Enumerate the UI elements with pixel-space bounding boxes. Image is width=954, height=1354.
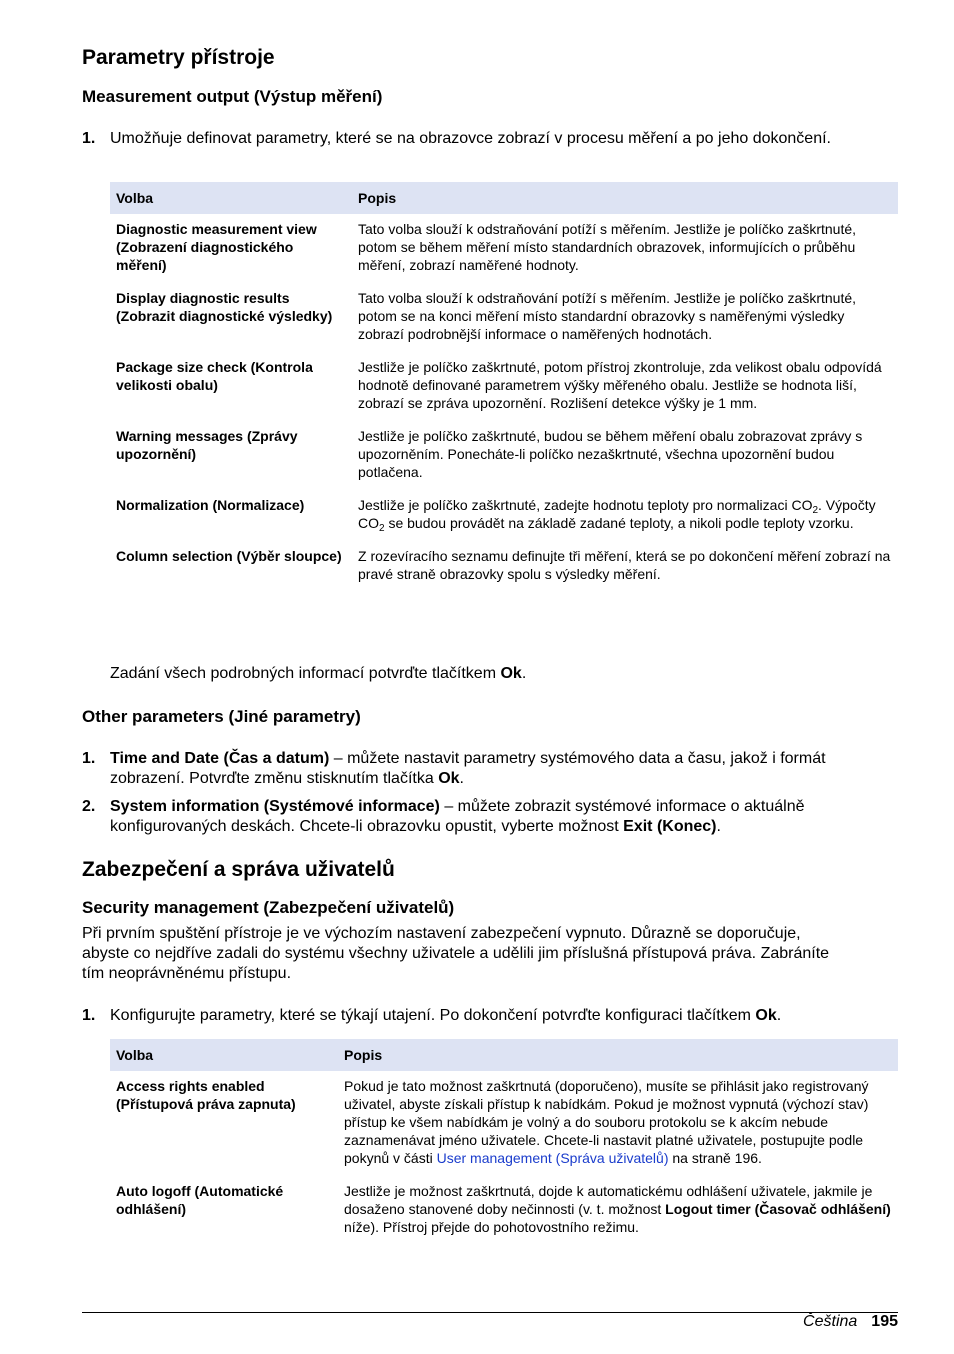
text-part: Konfigurujte parametry, které se týkají utajení. Po dokončení potvrďte konfiguraci tlačítkem <box>110 1007 756 1024</box>
table-row <box>110 541 898 592</box>
option-description: Z rozevíracího seznamu definujte tři měření, která se po dokončení měření zobrazí na pravé straně obrazovky spolu s výsledky měření. <box>358 548 891 582</box>
option-description: Jestliže je políčko zaškrtnuté, budou se během měření obalu zobrazovat zprávy s upozorněním. Ponecháte-li políčko nezaškrtnuté, všechna upozornění budou potlačena. <box>358 428 863 480</box>
column-header-option: Volba <box>110 1039 338 1071</box>
page-footer <box>803 1312 898 1332</box>
table-row <box>110 283 898 352</box>
section-title-security: Zabezpečení a správa uživatelů <box>82 858 395 881</box>
column-header-option: Volba <box>110 182 352 214</box>
table-row <box>110 1071 898 1176</box>
security-options-table <box>110 1039 898 1245</box>
page-number: 195 <box>871 1313 898 1330</box>
step-text: Umožňuje definovat parametry, které se na obrazovce zobrazí v procesu měření a po jeho dokončení. <box>110 130 831 147</box>
desc-part: Jestliže je možnost zaškrtnutá, dojde k automatickému odhlášení uživatele, jakmile je dosaženo stanovené doby nečinnosti (v. t. možnost <box>344 1183 873 1217</box>
ok-label: Ok <box>500 665 522 682</box>
step-number: 1. <box>82 750 96 767</box>
desc-part: na straně 196. <box>668 1150 762 1166</box>
footer-language: Čeština <box>803 1313 858 1330</box>
step-number: 1. <box>82 1007 96 1024</box>
text-part: . <box>521 665 527 682</box>
desc-part: . Výpočty CO <box>358 497 876 531</box>
desc-part: se budou provádět na základě zadané teploty, a nikoli podle teploty vzorku. <box>384 515 854 531</box>
desc-part: níže). Přístroj přejde do pohotovostního režimu. <box>344 1219 639 1235</box>
subscript: 2 <box>379 523 385 534</box>
item-title: System information (Systémové informace) <box>110 798 440 815</box>
table-row <box>110 352 898 421</box>
table-row <box>110 421 898 490</box>
desc-part: Jestliže je políčko zaškrtnuté, zadejte hodnotu teploty pro normalizaci CO <box>358 497 813 513</box>
text-part: – můžete nastavit parametry systémového data a času, jakož i formát zobrazení. Potvrďte změnu stisknutím tlačítka <box>110 750 826 787</box>
intro-paragraph: Při prvním spuštění přístroje je ve výchozím nastavení zabezpečení vypnuto. Důrazně se doporučuje, abyste co nejdříve zadali do systému všechny uživatele a udělili jim příslušná přístupová práva. Zabráníte tím neoprávněnému přístupu. <box>82 925 830 982</box>
option-description <box>352 490 898 541</box>
step-number: 2. <box>82 798 96 815</box>
table-row <box>110 1176 898 1245</box>
text-part: . <box>776 1007 782 1024</box>
step-text <box>110 797 900 837</box>
column-header-description: Popis <box>352 182 898 214</box>
step-text <box>110 1006 900 1026</box>
subsection-title-security-management: Security management (Zabezpečení uživatelů) <box>82 898 455 917</box>
table-row <box>110 214 898 283</box>
ok-label: Ok <box>755 1007 777 1024</box>
option-description: Tato volba slouží k odstraňování potíží s měřením. Jestliže je políčko zaškrtnuté, potom se na konci měření místo standardní obrazovky s naměřenými výsledky zobrazí podrobnější informace o naměřených hodnotách. <box>358 290 857 342</box>
table-row <box>110 490 898 541</box>
option-description: Tato volba slouží k odstraňování potíží s měřením. Jestliže je políčko zaškrtnuté, potom se během měření místo standardních obrazovek, informujících o průběhu měření, zobrazí naměřené hodnoty. <box>358 221 857 273</box>
subsection-title-measurement-output: Measurement output (Výstup měření) <box>82 87 383 106</box>
option-name: Column selection (Výběr sloupce) <box>116 548 342 564</box>
exit-label: Exit (Konec) <box>623 818 717 835</box>
logout-timer-label: Logout timer (Časovač odhlášení) <box>665 1201 891 1217</box>
footer-divider <box>82 1312 898 1313</box>
table-header-row <box>110 182 898 214</box>
text-part: . <box>716 818 721 835</box>
text-part: . <box>459 770 464 787</box>
column-header-description: Popis <box>338 1039 898 1071</box>
option-name: Display diagnostic results (Zobrazit diagnostické výsledky) <box>116 290 333 324</box>
item-title: Time and Date (Čas a datum) <box>110 750 330 767</box>
table-header-row <box>110 1039 898 1071</box>
section-title-parametry: Parametry přístroje <box>82 46 275 69</box>
option-description <box>338 1176 898 1245</box>
text-part: – můžete zobrazit systémové informace o aktuálně konfigurovaných deskách. Chcete-li obrazovku opustit, vyberte možnost <box>110 798 805 835</box>
text-part: Zadání všech podrobných informací potvrďte tlačítkem <box>110 665 501 682</box>
option-description <box>338 1071 898 1176</box>
option-name: Package size check (Kontrola velikosti obalu) <box>116 359 313 393</box>
option-name: Auto logoff (Automatické odhlášení) <box>116 1183 284 1217</box>
option-name: Normalization (Normalizace) <box>116 497 305 513</box>
step-text <box>110 749 880 789</box>
measurement-options-table <box>110 182 898 592</box>
option-name: Warning messages (Zprávy upozornění) <box>116 428 298 462</box>
confirm-text <box>110 664 526 684</box>
desc-part: Pokud je tato možnost zaškrtnutá (doporučeno), musíte se přihlásit jako registrovaný uživatel, abyste získali přístup k nabídkám. Pokud je možnost vypnutá (výchozí stav) přístup ke všem nabídkám je volný a do souboru protokolu se k akcím nebude zaznamenávat jméno uživatele. Chcete-li nastavit platné uživatele, postupujte podle pokynů v části <box>344 1078 869 1166</box>
option-description: Jestliže je políčko zaškrtnuté, potom přístroj zkontroluje, zda velikost obalu odpovídá hodnotě definované parametrem výšky měřeného obalu. Jestliže se hodnota liší, zobrazí se zpráva upozornění. Rozlišení detekce výšky je 1 mm. <box>358 359 882 411</box>
step-number: 1. <box>82 130 96 147</box>
option-name: Access rights enabled (Přístupová práva zapnuta) <box>116 1078 296 1112</box>
subscript: 2 <box>812 505 819 516</box>
option-name: Diagnostic measurement view (Zobrazení diagnostického měření) <box>116 221 317 273</box>
user-management-link[interactable]: User management (Správa uživatelů) <box>436 1150 669 1166</box>
subsection-title-other-parameters: Other parameters (Jiné parametry) <box>82 707 361 726</box>
ok-label: Ok <box>438 770 460 787</box>
